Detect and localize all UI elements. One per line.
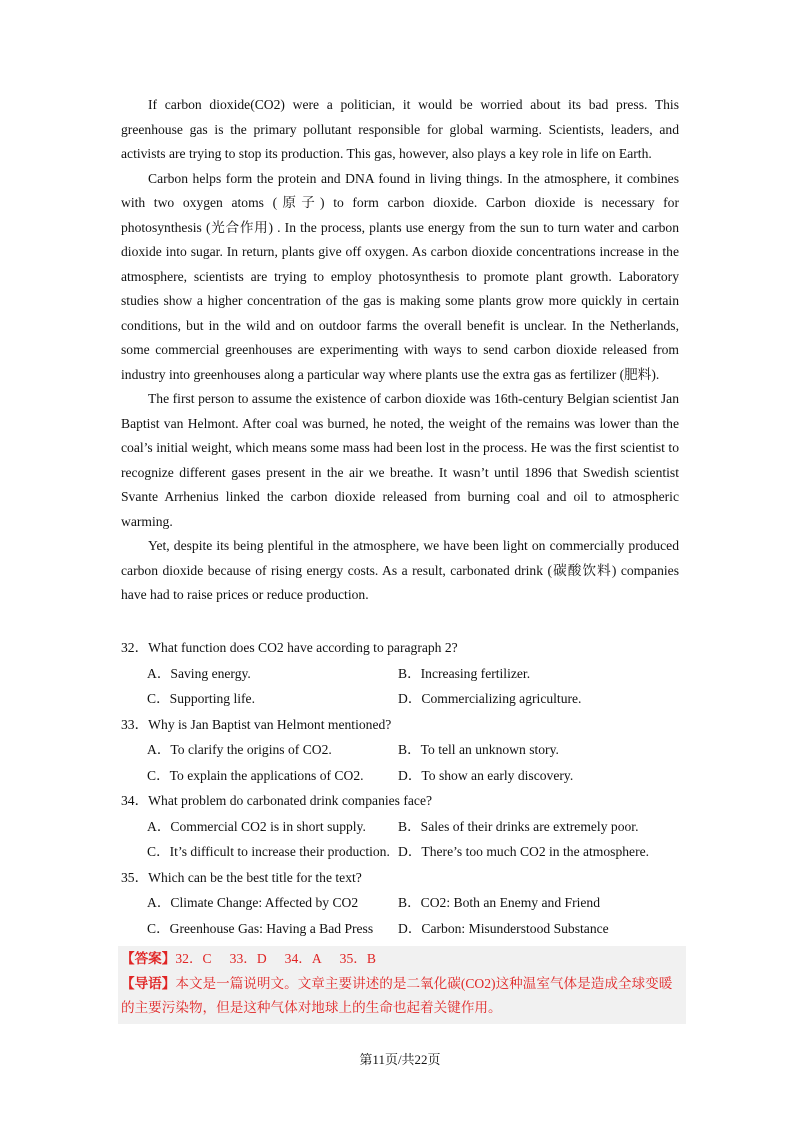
option-d: D．Commercializing agriculture. <box>398 691 582 706</box>
option-row <box>121 890 681 916</box>
answer-item: 33．D <box>229 951 267 966</box>
question-32 <box>121 635 681 712</box>
question-stem: 34．What problem do carbonated drink companies face? <box>121 793 433 808</box>
question-34 <box>121 788 681 865</box>
passage-paragraph-1: If carbon dioxide(CO2) were a politician, it would be worried about its bad press. This greenhouse gas is the primary pollutant responsible for global warming. Scientists, leaders, and activists are trying to stop its production. This gas, however, also plays a key role in life on Earth. <box>121 97 679 161</box>
guide-paragraph <box>121 972 683 1021</box>
question-stem: 35．Which can be the best title for the text? <box>121 869 362 885</box>
option-b: B．Increasing fertilizer. <box>398 665 531 681</box>
option-row <box>121 916 681 942</box>
guide-text: 本文是一篇说明文。文章主要讲述的是二氧化碳(CO2)这种温室气体是造成全球变暖的主要污染物，但是这种气体对地球上的生命也起着关键作用。 <box>121 975 673 1015</box>
option-row <box>121 737 681 763</box>
answer-explanation-block <box>118 946 686 1024</box>
option-b: B．Sales of their drinks are extremely poor. <box>398 818 639 834</box>
answer-key <box>121 947 683 972</box>
question-list <box>121 635 681 941</box>
guide-tag: 【导语】 <box>121 975 176 991</box>
passage-paragraph-3: The first person to assume the existence of carbon dioxide was 16th-century Belgian scientist Jan Baptist van Helmont. After coal was burned, he noted, the weight of the remains was lower than the coal’s initial weight, which means some mass had been lost in the process. He was the first scientist to recognize different gases present in the air we breathe. It wasn’t until 1896 that Swedish scientist Svante Arrhenius linked the carbon dioxide released from burning coal and oil to atmospheric warming. <box>121 391 679 529</box>
question-stem: 33．Why is Jan Baptist van Helmont mentioned? <box>121 716 392 732</box>
reading-passage <box>121 93 679 608</box>
option-row <box>121 686 681 712</box>
option-row <box>121 661 681 687</box>
option-b: B．CO2: Both an Enemy and Friend <box>398 895 601 910</box>
option-a: A．To clarify the origins of CO2. <box>147 742 332 757</box>
question-35 <box>121 865 681 942</box>
answer-tag: 【答案】 <box>121 951 176 966</box>
option-row <box>121 814 681 840</box>
passage-paragraph-4: Yet, despite its being plentiful in the atmosphere, we have been light on commercially produced carbon dioxide because of rising energy costs. As a result, carbonated drink (碳酸饮料) companies have had to raise prices or reduce production. <box>121 538 679 602</box>
option-row <box>121 763 681 789</box>
passage-paragraph-2: Carbon helps form the protein and DNA found in living things. In the atmosphere, it combines with two oxygen atoms (原子) to form carbon dioxide. Carbon dioxide is necessary for photosynthesis (光合作用) . In the process, plants use energy from the sun to turn water and carbon dioxide into sugar. In return, plants give off oxygen. As carbon dioxide concentrations increase in the atmosphere, scientists are trying to employ photosynthesis to promote plant growth. Laboratory studies show a higher concentration of the gas is making some plants grow more quickly in certain conditions, but in the wild and on outdoor farms the overall benefit is unclear. In the Netherlands, some commercial greenhouses are experimenting with ways to send carbon dioxide released from industry into greenhouses along a particular way where plants use the extra gas as fertilizer (肥料). <box>121 170 679 382</box>
option-d: D．There’s too much CO2 in the atmosphere. <box>398 844 650 859</box>
option-a: A．Commercial CO2 is in short supply. <box>147 818 366 834</box>
option-d: D．Carbon: Misunderstood Substance <box>398 920 609 936</box>
option-a: A．Saving energy. <box>147 665 251 681</box>
question-stem: 32．What function does CO2 have according to paragraph 2? <box>121 640 458 655</box>
option-c: C．Supporting life. <box>147 691 255 706</box>
page-footer: 第11页/共22页 <box>359 1052 441 1067</box>
answer-item: 34．A <box>284 951 322 966</box>
option-row <box>121 839 681 865</box>
option-c: C．It’s difficult to increase their production. <box>147 844 390 859</box>
option-c: C．To explain the applications of CO2. <box>147 767 364 783</box>
answer-item: 35．B <box>339 951 376 966</box>
option-d: D．To show an early discovery. <box>398 767 574 783</box>
option-b: B．To tell an unknown story. <box>398 742 559 757</box>
option-a: A．Climate Change: Affected by CO2 <box>147 895 359 910</box>
option-c: C．Greenhouse Gas: Having a Bad Press <box>147 920 374 936</box>
answer-item: 32．C <box>175 951 212 966</box>
question-33 <box>121 712 681 789</box>
